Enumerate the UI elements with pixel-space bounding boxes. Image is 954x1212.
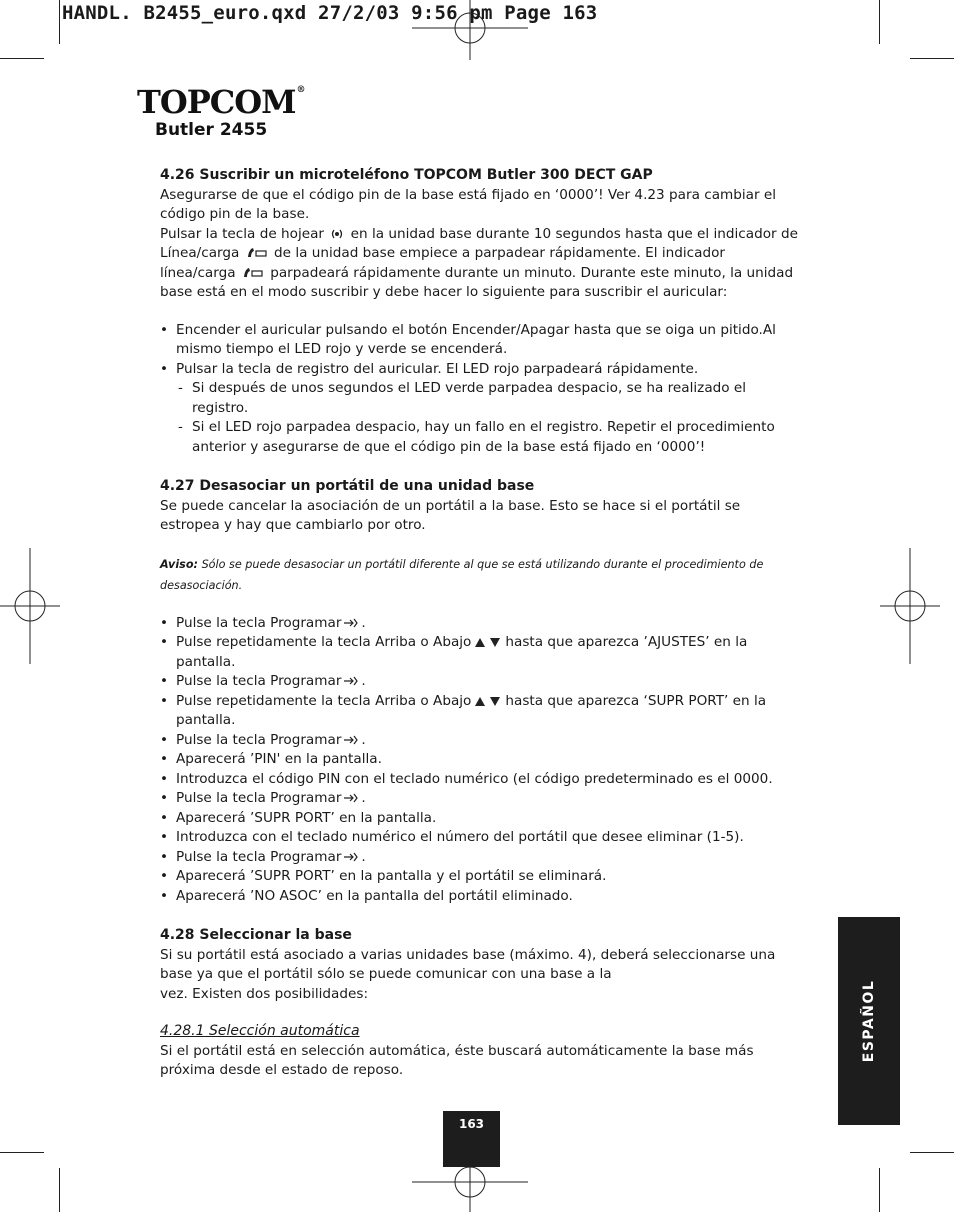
section-4-26-title: 4.26 Suscribir un microteléfono TOPCOM Butler 300 DECT GAP [160, 167, 653, 183]
text-span: hasta que aparezca ‘SUPR PORT’ en la pantalla. [176, 692, 767, 728]
registered-mark: ® [296, 85, 305, 95]
note-aviso [160, 554, 800, 596]
page-key-icon [330, 227, 344, 241]
list-item: • Introduzca con el teclado numérico el número del portátil que desee eliminar (1-5). [160, 828, 800, 848]
text-span: Pulse repetidamente la tecla Arriba o Abajo [176, 634, 472, 650]
registration-mark-top [412, 0, 528, 60]
text-span: Pulse la tecla Programar [176, 790, 342, 806]
language-tab [838, 917, 900, 1125]
section-4-26-bullets [160, 321, 800, 380]
section-4-26-paragraph-2 [160, 225, 800, 303]
section-4-28-1-title: 4.28.1 Selección automática [160, 1023, 360, 1039]
list-item [160, 633, 800, 672]
program-key-icon [343, 851, 359, 863]
page-content [160, 166, 800, 1081]
list-item: • Aparecerá ’SUPR PORT’ en la pantalla y el portátil se eliminará. [160, 867, 800, 887]
program-key-icon [343, 792, 359, 804]
text-span: parpadeará rápidamente durante un minuto. Durante este minuto, la unidad base está en el modo suscribir y debe hacer lo siguiente para suscribir el auricular: [160, 264, 794, 300]
list-item: • Pulse la tecla Programar . [160, 848, 800, 868]
text-span: Pulse la tecla Programar [176, 673, 342, 689]
text-span: Pulse la tecla Programar [176, 848, 342, 865]
text-span: Pulse repetidamente la tecla Arriba o Abajo [176, 692, 472, 709]
note-label: Aviso: [160, 557, 198, 571]
line-charge-icon [246, 246, 268, 260]
print-header: HANDL. B2455_euro.qxd 27/2/03 9:56 pm Page 163 [62, 2, 598, 24]
note-text: Sólo se puede desasociar un portátil diferente al que se está utilizando durante el procedimiento de desasociación. [160, 557, 764, 592]
text-span: Pulse la tecla Programar [176, 614, 342, 631]
page-number: 163 [458, 1117, 485, 1131]
text-span: de la unidad base empiece a parpadear rápidamente. El indicador línea/carga [160, 245, 725, 281]
brand-logo-text: TOPCOM [137, 83, 296, 121]
section-4-26-dashes [160, 379, 800, 457]
program-key-icon [343, 617, 359, 629]
section-4-27-title: 4.27 Desasociar un portátil de una unidad base [160, 478, 535, 494]
list-item: • Pulsar la tecla de registro del auricular. El LED rojo parpadeará rápidamente. [160, 360, 800, 380]
section-4-26-paragraph-1: Asegurarse de que el código pin de la base está fijado en ‘0000’! Ver 4.23 para cambiar el código pin de la base. [160, 186, 777, 222]
text-span: hasta que aparezca ’AJUSTES’ en la pantalla. [176, 634, 748, 670]
section-4-28-title: 4.28 Seleccionar la base [160, 927, 352, 943]
list-item: - Si el LED rojo parpadea despacio, hay un fallo en el registro. Repetir el procedimiento anterior y asegurarse de que el código pin de la base está fijado en ‘0000’! [176, 418, 800, 457]
text-span: Pulse la tecla Programar [176, 731, 342, 748]
registration-mark-right [880, 548, 940, 664]
list-item: • Pulse la tecla Programar . [160, 614, 800, 634]
text-span: Pulsar la tecla de hojear [160, 225, 325, 242]
section-4-28-paragraph-1: Si su portátil está asociado a varias unidades base (máximo. 4), deberá seleccionarse una base ya que el portátil sólo se puede comunicar con una base a la [160, 946, 776, 982]
list-item [160, 692, 800, 731]
list-item: • Aparecerá ’PIN' en la pantalla. [160, 750, 800, 770]
line-charge-icon [242, 266, 264, 280]
section-4-28-1-paragraph: Si el portátil está en selección automática, éste buscará automáticamente la base más próxima desde el estado de reposo. [160, 1042, 754, 1078]
brand-logo [137, 83, 305, 121]
list-item: • Introduzca el código PIN con el teclado numérico (el código predeterminado es el 0000. [160, 770, 800, 790]
section-4-27-paragraph-1: Se puede cancelar la asociación de un portátil a la base. Esto se hace si el portátil se estropea y hay que cambiarlo por otro. [160, 497, 741, 533]
program-key-icon [343, 675, 359, 687]
list-item: - Si después de unos segundos el LED verde parpadea despacio, se ha realizado el registro. [176, 379, 800, 418]
page-number-box [443, 1111, 500, 1167]
up-down-arrows-icon [473, 636, 503, 648]
text-span: en la unidad base durante 10 segundos hasta que el indicador de Línea/carga [160, 225, 798, 261]
registration-mark-left [0, 548, 60, 664]
list-item: • Pulse la tecla Programar . [160, 731, 800, 751]
up-down-arrows-icon [473, 695, 503, 707]
section-4-28-paragraph-2: vez. Existen dos posibilidades: [160, 985, 369, 1002]
list-item: • Aparecerá ’SUPR PORT’ en la pantalla. [160, 809, 800, 829]
section-4-27-steps [160, 614, 800, 907]
language-tab-label: ESPAÑOL [861, 979, 877, 1063]
list-item: • Encender el auricular pulsando el botón Encender/Apagar hasta que se oiga un pitido.Al mismo tiempo el LED rojo y verde se encenderá. [160, 321, 800, 360]
program-key-icon [343, 734, 359, 746]
list-item: • Aparecerá ’NO ASOC’ en la pantalla del portátil eliminado. [160, 887, 800, 907]
model-name: Butler 2455 [155, 120, 268, 140]
list-item: • Pulse la tecla Programar . [160, 672, 800, 692]
list-item: • Pulse la tecla Programar . [160, 789, 800, 809]
